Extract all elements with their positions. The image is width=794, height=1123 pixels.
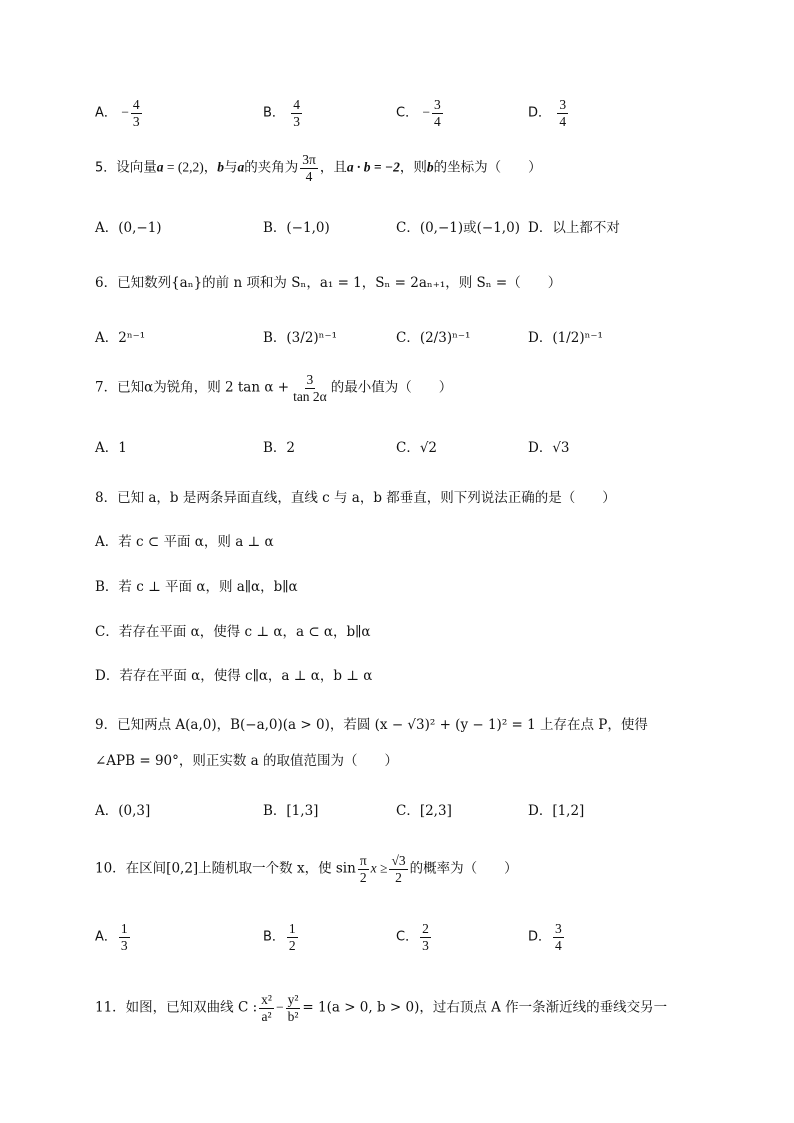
q8-option-a: A．若 c ⊂ 平面 α，则 a ⊥ α: [95, 534, 274, 550]
q4-option-a: A． − $\frac{4}{3}$: [95, 97, 140, 129]
question-9-line-1: 9．已知两点 A(a,0)，B(−a,0)(a > 0)，若圆 (x − √3)² + (y − 1)² = 1 上存在点 P，使得: [95, 717, 648, 733]
q4-option-c: C． − $\frac{3}{4}$: [396, 97, 441, 129]
fraction: $\frac{√3}{2}$: [391, 853, 406, 885]
q8-option-d: D．若存在平面 α，使得 c∥α，a ⊥ α，b ⊥ α: [95, 668, 373, 684]
question-7: 7．已知α为锐角，则 2 tan α + $\frac{3}{\tan 2\alpha}$ 的最小值为（ ）: [95, 372, 453, 404]
q10-option-c: C． $\frac{2}{3}$: [396, 921, 429, 953]
q6-option-a: A．2ⁿ⁻¹: [95, 330, 146, 346]
option-label: A．: [95, 105, 117, 121]
option-label: D．: [528, 105, 552, 121]
q5-option-a: A．(0,−1): [95, 220, 162, 236]
q8-option-c: C．若存在平面 α，使得 c ⊥ α，a ⊂ α，b∥α: [95, 624, 371, 640]
q9-option-b: B．[1,3]: [263, 803, 319, 819]
fraction: $\frac{\text{y²}}{\text{b²}}$: [287, 992, 299, 1024]
q9-option-a: A．(0,3]: [95, 803, 151, 819]
fraction: $\frac{3}{4}$: [559, 97, 567, 129]
fraction: $\frac{4}{3}$: [293, 97, 300, 129]
question-9-line-2: ∠APB = 90°，则正实数 a 的取值范围为（ ）: [95, 753, 399, 769]
q5-option-c: C．(0,−1)或(−1,0): [396, 220, 520, 236]
q7-option-b: B．2: [263, 440, 296, 456]
option-label: B．: [263, 105, 285, 121]
question-5: 5．设向量a = (2,2)，b与a的夹角为 $\frac{3\pi}{4}$ ，且a · b = −2，则b的坐标为（ ）: [95, 152, 542, 184]
fraction: $\frac{\text{x²}}{\text{a²}}$: [261, 992, 272, 1024]
fraction: $\frac{3}{4}$: [434, 97, 441, 129]
q4-option-d: [528, 97, 570, 129]
fraction: $\frac{\pi}{2}$: [359, 853, 367, 885]
q5-option-d: D．以上都不对: [528, 220, 620, 236]
q6-option-c: C．(2/3)ⁿ⁻¹: [396, 330, 471, 346]
question-8: 8．已知 a，b 是两条异面直线，直线 c 与 a，b 都垂直，则下列说法正确的是（ ）: [95, 490, 616, 506]
option-label: C．: [396, 105, 419, 121]
q10-option-a: A． $\frac{1}{3}$: [95, 921, 128, 953]
q4-option-b: [263, 97, 304, 129]
q7-option-c: C．√2: [396, 440, 438, 456]
q7-option-d: D．√3: [528, 440, 570, 456]
question-10: 10．在区间[0,2]上随机取一个数 x，使 sin $\frac{\pi}{2}$ x ≥ $\frac{√3}{2}$ 的概率为（ ）: [95, 853, 518, 885]
fraction: $\frac{4}{3}$: [132, 97, 140, 129]
question-11: 11．如图，已知双曲线 C : $\frac{\text{x²}}{\text{a²}}$ − $\frac{\text{y²}}{\text{b²}}$ = 1(a > 0, b > 0)，过右顶点 A 作一条渐近线的垂线交另一: [95, 992, 668, 1024]
angle-fraction: $\frac{3\pi}{4}$: [302, 152, 316, 184]
q7-option-a: A．1: [95, 440, 127, 456]
q10-option-b: B． $\frac{1}{2}$: [263, 921, 296, 953]
q9-option-c: C．[2,3]: [396, 803, 452, 819]
q6-option-d: D．(1/2)ⁿ⁻¹: [528, 330, 603, 346]
q9-option-d: D．[1,2]: [528, 803, 585, 819]
question-6: 6．已知数列{aₙ}的前 n 项和为 Sₙ，a₁ = 1，Sₙ = 2aₙ₊₁，则 Sₙ =（ ）: [95, 275, 562, 291]
q8-option-b: B．若 c ⊥ 平面 α，则 a∥α，b∥α: [95, 579, 298, 595]
q6-option-b: B．(3/2)ⁿ⁻¹: [263, 330, 338, 346]
q10-option-d: D． $\frac{3}{4}$: [528, 921, 562, 953]
fraction: $\frac{3}{\tan 2\alpha}$: [293, 372, 327, 404]
q5-option-b: B．(−1,0): [263, 220, 330, 236]
